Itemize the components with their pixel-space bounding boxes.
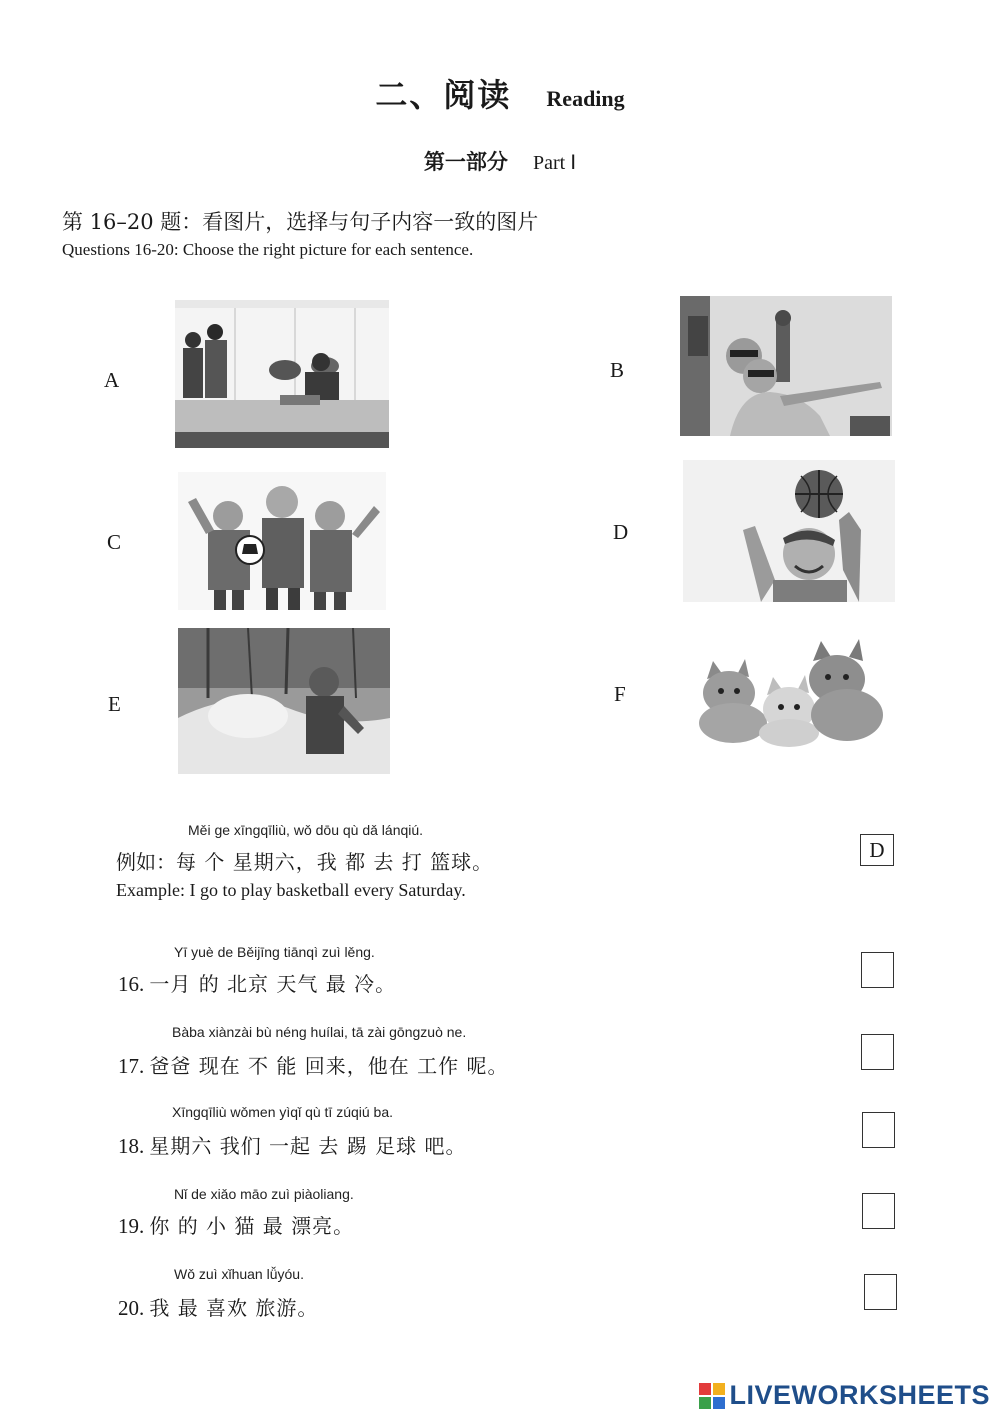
question-18-number: 18. [118,1134,145,1158]
picture-a-office [175,300,389,448]
picture-letter-a: A [104,368,120,392]
example-label: 例如： [116,850,176,874]
instruction-english: Questions 16-20: Choose the right picture for each sentence. [62,240,474,259]
question-19-chinese: 你 的 小 猫 最 漂亮。 [149,1214,355,1238]
question-17-pinyin: Bàba xiànzài bù néng huílai, tā zài gōngzuò ne. [172,1024,467,1040]
title-chinese: 二、阅读 [375,76,512,114]
picture-c-football [178,472,386,610]
question-18-chinese: 星期六 我们 一起 去 踢 足球 吧。 [149,1134,467,1158]
question-17-answer-box[interactable] [861,1034,894,1070]
picture-b-travel [680,296,892,436]
brand-logo [699,1380,990,1411]
question-20-number: 20. [118,1296,145,1320]
question-16-answer-box[interactable] [861,952,894,988]
question-20-line [118,1292,318,1321]
instruction-chinese: 第 16–20 题：看图片，选择与句子内容一致的图片 [62,210,539,234]
question-18-answer-box[interactable] [862,1112,895,1148]
question-19-answer-box[interactable] [862,1193,895,1229]
page-title [0,70,1000,116]
question-20-chinese: 我 最 喜欢 旅游。 [149,1296,319,1320]
picture-letter-f: F [614,682,626,706]
picture-letter-e: E [108,692,121,716]
part-heading [0,146,1000,176]
brand-name: LIVEWORKSHEETS [729,1380,990,1410]
question-19-line [118,1210,354,1239]
title-english: Reading [546,86,625,111]
example-line [116,846,493,875]
part-english: Part Ⅰ [532,152,577,174]
question-20-pinyin: Wǒ zuì xǐhuan lǚyóu. [174,1266,304,1282]
picture-letter-d: D [613,520,629,544]
question-16-pinyin: Yī yuè de Běijīng tiānqì zuì lěng. [174,944,375,960]
example-pinyin: Měi ge xīngqīliù, wǒ dōu qù dǎ lánqiú. [188,822,424,838]
part-chinese: 第一部分 [423,149,508,174]
question-17-number: 17. [118,1054,145,1078]
question-18-pinyin: Xīngqīliù wǒmen yìqǐ qù tī zúqiú ba. [172,1104,394,1120]
question-19-number: 19. [118,1214,145,1238]
question-16-line [118,968,396,997]
example-english: Example: I go to play basketball every Saturday. [116,880,466,900]
example-answer-box: D [860,834,894,866]
question-17-line [118,1050,509,1079]
liveworksheets-logo-icon [699,1383,725,1409]
picture-letter-c: C [107,530,122,554]
picture-e-snow [178,628,390,774]
question-16-chinese: 一月 的 北京 天气 最 冷。 [149,972,397,996]
question-18-line [118,1130,467,1159]
question-17-chinese: 爸爸 现在 不 能 回来，他在 工作 呢。 [149,1054,509,1078]
picture-letter-b: B [610,358,625,382]
picture-d-basketball [683,460,895,602]
picture-f-kittens [685,635,893,747]
example-chinese: 每 个 星期六，我 都 去 打 篮球。 [176,850,494,874]
question-20-answer-box[interactable] [864,1274,897,1310]
question-16-number: 16. [118,972,145,996]
question-19-pinyin: Nǐ de xiǎo māo zuì piàoliang. [174,1186,354,1202]
